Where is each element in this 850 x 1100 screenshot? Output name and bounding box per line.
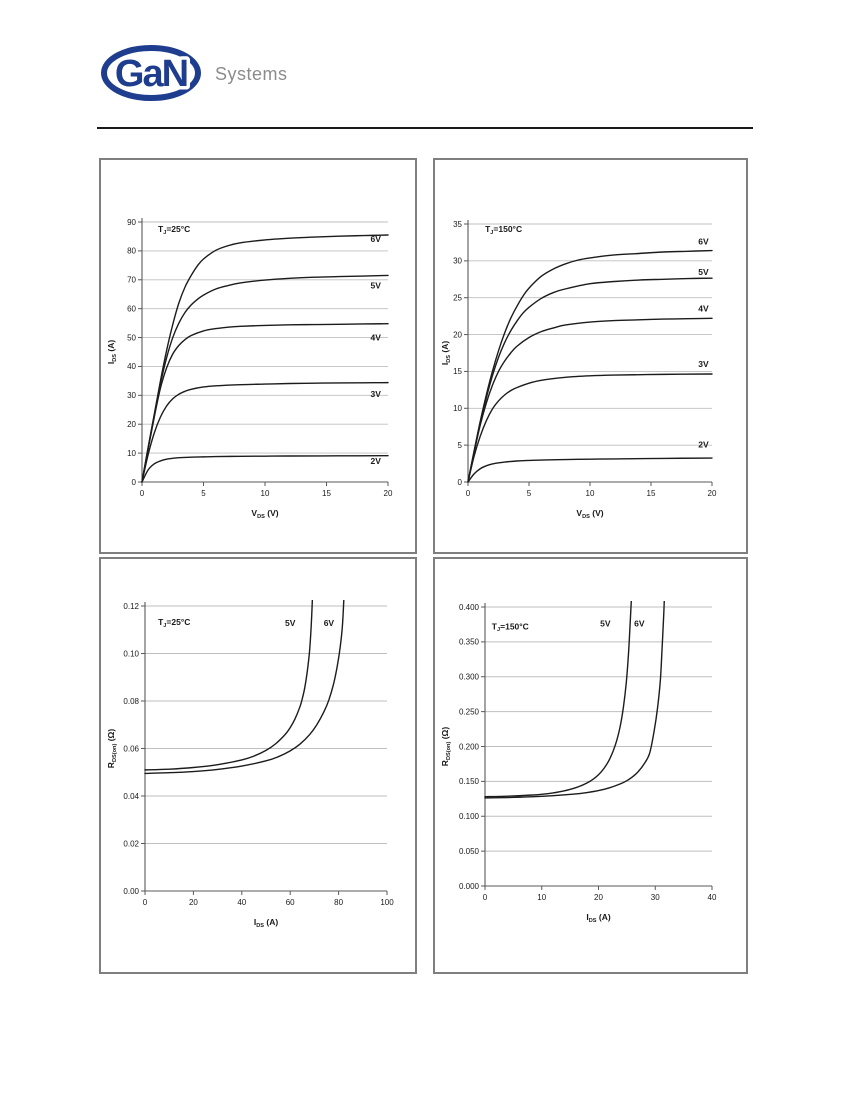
series-curve-2V [142,456,388,482]
y-tick-label: 0 [457,477,462,487]
series-curve-5V [142,275,388,482]
gan-logo-text: GaN [114,53,188,95]
series-curve-2V [468,458,712,482]
x-tick-label: 30 [650,893,660,902]
y-tick-label: 0.050 [458,846,479,856]
x-axis-label: $I_{DS}$ (A) [253,917,279,929]
x-tick-label: 20 [707,489,717,498]
y-tick-label: 30 [127,391,136,401]
x-tick-label: 80 [334,898,344,907]
x-tick-label: 0 [142,898,148,907]
series-label-4V: 4V [370,332,381,343]
series-label-3V: 3V [370,389,381,400]
x-tick-label: 20 [594,893,603,902]
y-tick-label: 15 [453,367,462,377]
logo-systems-text: Systems [215,63,288,84]
y-tick-label: 0.04 [123,791,139,801]
chart-rdson-vs-current-25c [101,559,415,972]
y-tick-label: 0.000 [458,881,479,891]
x-tick-label: 0 [465,489,471,498]
x-tick-label: 20 [188,898,198,907]
series-label-6V: 6V [634,618,645,629]
series-label-6V: 6V [698,236,709,247]
series-label-4V: 4V [698,303,709,314]
y-tick-label: 0.12 [123,601,139,611]
y-tick-label: 0 [131,477,136,487]
series-label-6V: 6V [370,234,381,245]
y-tick-label: 40 [127,362,136,372]
series-curve-3V [142,383,388,482]
x-tick-label: 0 [482,893,488,902]
y-tick-label: 0.100 [458,812,479,822]
y-tick-label: 50 [127,333,136,343]
y-tick-label: 0.10 [123,649,139,659]
header-divider [97,127,753,129]
series-label-6V: 6V [323,618,335,629]
x-tick-label: 10 [585,489,595,498]
series-curve-6V [142,235,388,482]
y-tick-label: 0.250 [458,707,479,717]
x-axis-label: $V_{DS}$ (V) [251,508,279,520]
y-tick-label: 0.400 [458,602,479,612]
series-group [468,251,712,482]
y-tick-label: 0.00 [123,886,139,896]
chart-box-output-characteristics-25c [99,158,417,554]
y-tick-label: 0.300 [458,672,479,682]
chart-title: $T_J=25^\circ C$ [158,617,191,629]
y-axis-label: $I_{DS}$ (A) [440,340,452,366]
chart-output-characteristics-150c [435,160,746,552]
page-header [100,44,288,102]
x-tick-label: 20 [383,489,393,498]
y-axis-label: $R_{DS(on)}$ (Ω) [106,728,118,769]
x-tick-label: 15 [646,489,656,498]
gan-logo [100,44,206,102]
y-axis-label: $I_{DS}$ (A) [106,339,118,365]
y-tick-label: 10 [127,448,136,458]
y-tick-label: 0.02 [123,839,139,849]
x-tick-label: 100 [380,898,394,907]
series-label-2V: 2V [370,456,381,467]
series-label-5V: 5V [600,618,611,629]
series-label-3V: 3V [698,359,709,370]
x-tick-label: 40 [237,898,247,907]
chart-rdson-vs-current-150c [435,559,746,972]
series-label-2V: 2V [698,439,709,450]
x-tick-label: 60 [285,898,295,907]
x-tick-label: 10 [260,489,270,498]
series-label-5V: 5V [284,618,296,629]
y-tick-label: 35 [453,219,462,229]
x-tick-label: 0 [139,489,145,498]
y-tick-label: 25 [453,293,462,303]
y-tick-label: 90 [127,217,136,227]
series-group [142,235,388,482]
y-tick-label: 0.06 [123,744,139,754]
y-tick-label: 5 [457,440,462,450]
y-tick-label: 20 [453,330,462,340]
x-tick-label: 5 [201,489,206,498]
y-tick-label: 0.150 [458,777,479,787]
y-tick-label: 0.200 [458,742,479,752]
chart-output-characteristics-25c [101,160,415,552]
chart-title: $T_J=150^\circ C$ [485,224,523,236]
y-axis-label: $R_{DS(on)}$ (Ω) [440,726,452,767]
chart-title: $T_J=150^\circ C$ [491,621,529,634]
series-curve-5V [468,278,712,482]
y-tick-label: 20 [127,420,136,430]
x-tick-label: 15 [322,489,331,498]
series-curve-6V [468,251,712,482]
y-tick-label: 30 [453,256,462,266]
y-tick-label: 80 [127,246,136,256]
y-tick-label: 0.350 [458,637,479,647]
y-tick-label: 70 [127,275,136,285]
series-curve-3V [468,374,712,482]
series-label-5V: 5V [370,280,381,291]
x-axis-label: $I_{DS}$ (A) [586,912,611,924]
x-axis-label: $V_{DS}$ (V) [576,508,604,520]
chart-title: $T_J=25^\circ C$ [157,224,191,236]
y-tick-label: 10 [453,404,462,414]
x-tick-label: 10 [537,893,547,902]
x-tick-label: 40 [707,893,717,902]
y-tick-label: 0.08 [123,696,139,706]
x-tick-label: 5 [526,489,532,498]
y-tick-label: 60 [127,304,136,314]
chart-box-rdson-vs-current-150c [433,557,748,974]
series-label-5V: 5V [698,266,709,277]
chart-box-rdson-vs-current-25c [99,557,417,974]
chart-box-output-characteristics-150c [433,158,748,554]
